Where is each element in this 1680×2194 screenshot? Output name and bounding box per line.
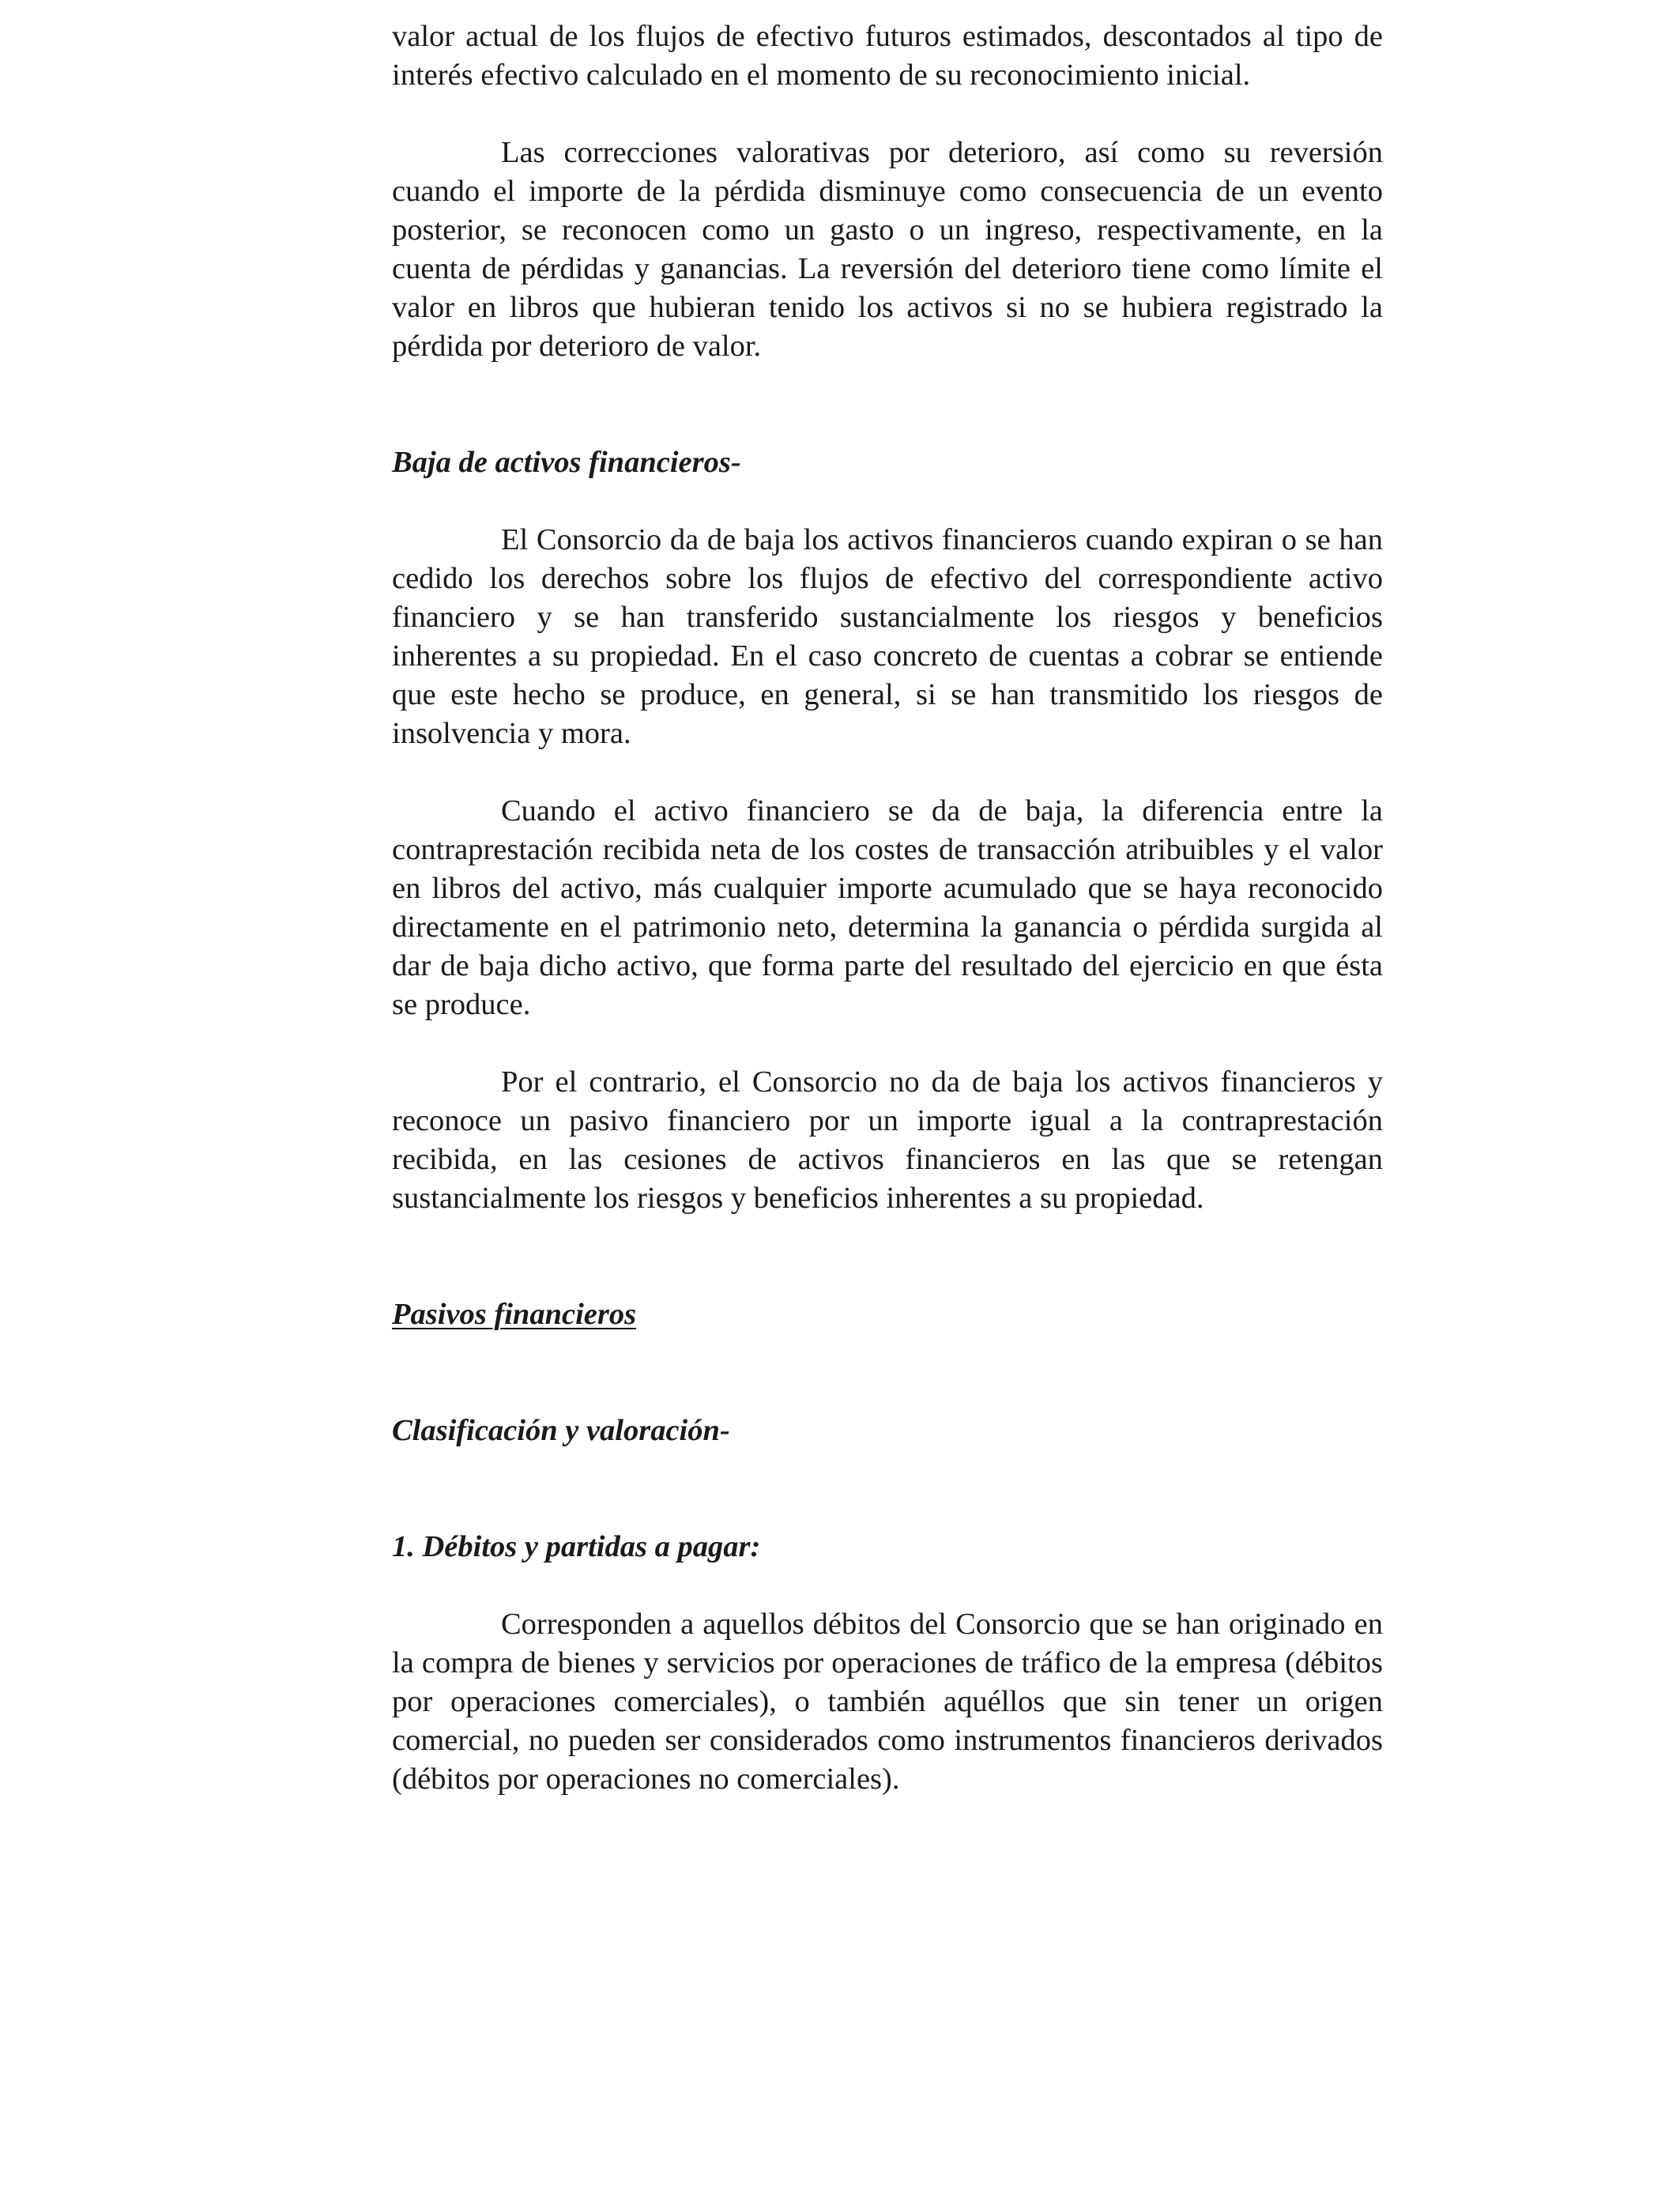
heading-clasificacion-valoracion: Clasificación y valoración-	[392, 1414, 730, 1447]
heading-baja-activos-financieros: Baja de activos financieros-	[392, 446, 741, 479]
paragraph-cuando-activo-baja: Cuando el activo financiero se da de baja, la diferencia entre la contraprestación recibida neta de los costes de transacción atribuibles y el valor en libros del activo, más cualquier importe acumulado que se haya reconocido directamente en el patrimonio neto, determina la ganancia o pérdida surgida al dar de baja dicho activo, que forma parte del resultado del ejercicio en que ésta se produce.	[392, 794, 1383, 1021]
paragraph-consorcio-da-de-baja: El Consorcio da de baja los activos financieros cuando expiran o se han cedido los derechos sobre los flujos de efectivo del correspondiente activo financiero y se han transferido sustancialmente los riesgos y beneficios inherentes a su propiedad. En el caso concreto de cuentas a cobrar se entiende que este hecho se produce, en general, si se han transmitido los riesgos de insolvencia y mora.	[392, 523, 1383, 750]
paragraph-correcciones-valorativas: Las correcciones valorativas por deterioro, así como su reversión cuando el importe de la pérdida disminuye como consecuencia de un evento posterior, se reconocen como un gasto o un ingreso, respectivamente, en la cuenta de pérdidas y ganancias. La reversión del deterioro tiene como límite el valor en libros que hubieran tenido los activos si no se hubiera registrado la pérdida por deterioro de valor.	[392, 136, 1383, 363]
heading-pasivos-financieros: Pasivos financieros	[392, 1298, 637, 1331]
paragraph-valor-actual: valor actual de los flujos de efectivo futuros estimados, descontados al tipo de interés efectivo calculado en el momento de su reconocimiento inicial.	[392, 20, 1383, 92]
heading-debitos-partidas-pagar: 1. Débitos y partidas a pagar:	[392, 1530, 761, 1563]
document-page	[392, 17, 1383, 1799]
paragraph-por-el-contrario: Por el contrario, el Consorcio no da de baja los activos financieros y reconoce un pasivo financiero por un importe igual a la contraprestación recibida, en las cesiones de activos financieros en las que se retengan sustancialmente los riesgos y beneficios inherentes a su propiedad.	[392, 1065, 1383, 1215]
paragraph-corresponden-debitos: Corresponden a aquellos débitos del Consorcio que se han originado en la compra de bienes y servicios por operaciones de tráfico de la empresa (débitos por operaciones comerciales), o también aquéllos que sin tener un origen comercial, no pueden ser considerados como instrumentos financieros derivados (débitos por operaciones no comerciales).	[392, 1608, 1383, 1796]
